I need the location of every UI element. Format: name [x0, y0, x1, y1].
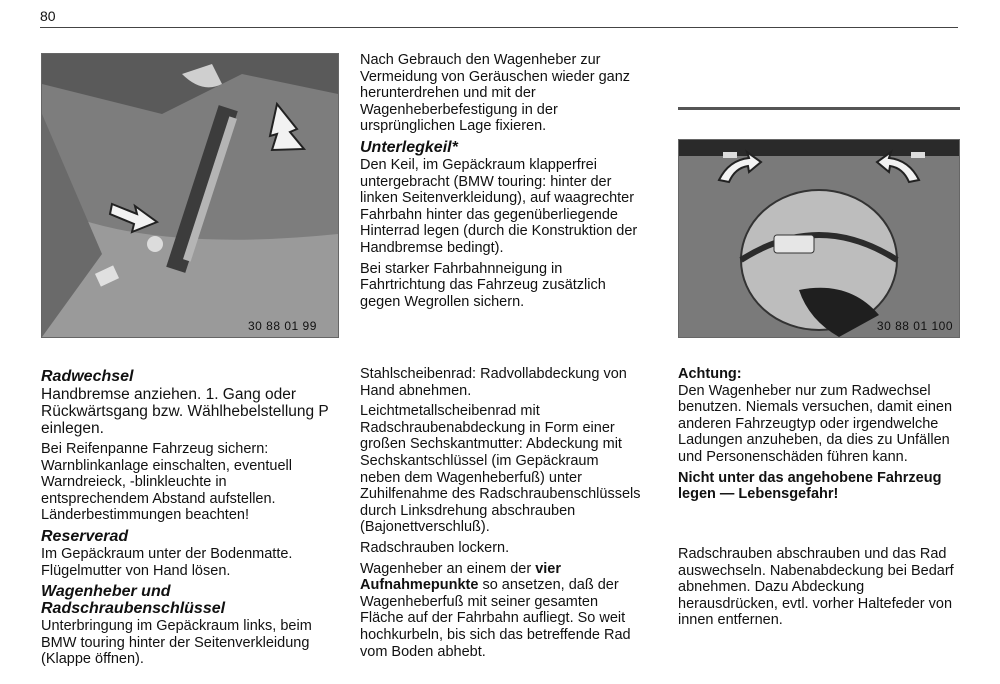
loosen-bolts-paragraph: Radschrauben lockern. — [360, 539, 510, 556]
heading-achtung: Achtung: — [678, 366, 742, 382]
left-column — [41, 366, 329, 672]
figure-code-left: 30 88 01 99 — [248, 319, 317, 333]
danger-warning — [678, 470, 960, 503]
heading-unterlegkeil: Unterlegkeil* — [360, 138, 458, 156]
right-column-lower — [678, 546, 960, 633]
jack-points-emphasis: vier Aufnahmepunkte — [360, 560, 561, 594]
breakdown-paragraph: Bei Reifenpanne Fahrzeug sichern: Warnblinkanlage einschalten, eventuell Warndreieck, -blinkleuchte in entsprechendem Abstand aufstellen. Länderbestimmungen beachten! — [41, 441, 292, 524]
jacking-point-illustration — [679, 140, 959, 337]
jack-storage-paragraph: Nach Gebrauch den Wagenheber zur Vermeidung von Geräuschen wieder ganz herunterdrehen und mit der Wagenheberbefestigung in der ursprünglichen Lage fixieren. — [360, 52, 631, 135]
heading-wagenheber: Wagenheber und Radschraubenschlüssel — [41, 583, 226, 618]
trunk-illustration — [42, 54, 338, 337]
steel-wheel-paragraph: Stahlscheibenrad: Radvollabdeckung von Hand abnehmen. — [360, 366, 627, 399]
right-column — [678, 366, 960, 507]
jack-location-paragraph: Unterbringung im Gepäckraum links, beim BMW touring hinter der Seitenverkleidung (Klappe öffnen). — [41, 618, 312, 668]
section-rule — [678, 107, 960, 110]
jack-points-text-c: so ansetzen, daß der Wagenheberfuß mit seiner gesamten Fläche auf der Fahrbahn aufliegt. So weit hochkurbeln, bis sich das betreffende Rad vom Boden abhebt. — [360, 577, 631, 660]
heading-reserverad: Reserverad — [41, 527, 129, 545]
spare-wheel-paragraph: Im Gepäckraum unter der Bodenmatte. Flügelmutter von Hand lösen. — [41, 545, 293, 579]
figure-jack-in-trunk — [41, 53, 339, 338]
handbrake-paragraph: Handbremse anziehen. 1. Gang oder Rückwärtsgang bzw. Wählhebelstellung P einlegen. — [41, 386, 329, 437]
figure-code-right: 30 88 01 100 — [876, 319, 953, 333]
top-middle-column — [360, 52, 642, 314]
middle-column — [360, 366, 642, 664]
figure-jacking-point — [678, 139, 960, 338]
jack-points-text-a: Wagenheber an einem der — [360, 560, 536, 577]
wedge-paragraph: Den Keil, im Gepäckraum klapperfrei untergebracht (BMW touring: hinter der linken Seitenverkleidung), auf waagrechter Fahrbahn hinter das gegenüberliegende Hinterrad legen (durch die Konstruktion der Handbremse bedingt). — [360, 156, 638, 256]
header-rule — [40, 27, 958, 28]
danger-warning-text: Nicht unter das angehobene Fahrzeug legen — Lebensgefahr! — [678, 469, 942, 503]
caution-paragraph: Den Wagenheber nur zum Radwechsel benutzen. Niemals versuchen, damit einen anderen Fahrzeugtyp oder irgendwelche Ladungen anzuheben, da dies zu Unfällen und Personenschäden führen kann. — [678, 382, 953, 465]
remove-bolts-paragraph: Radschrauben abschrauben und das Rad auswechseln. Nabenabdeckung bei Bedarf abnehmen. Dazu Abdeckung herausdrücken, evtl. vorher Haltefeder von innen entfernen. — [678, 546, 954, 629]
page-number: 80 — [40, 8, 56, 24]
slope-paragraph: Bei starker Fahrbahnneigung in Fahrtrichtung das Fahrzeug zusätzlich gegen Wegrollen sichern. — [360, 260, 606, 310]
alloy-wheel-paragraph: Leichtmetallscheibenrad mit Radschraubenabdeckung in Form einer großen Sechskantmutter: Abdeckung mit Sechskantschlüssel (im Gepäckraum neben dem Wagenheberfuß) unter Zuhilfenahme des Radschraubenschlüssels durch Linksdrehung abschrauben (Bajonettverschluß). — [360, 403, 641, 536]
jack-points-paragraph — [360, 561, 642, 661]
heading-radwechsel: Radwechsel — [41, 368, 134, 385]
